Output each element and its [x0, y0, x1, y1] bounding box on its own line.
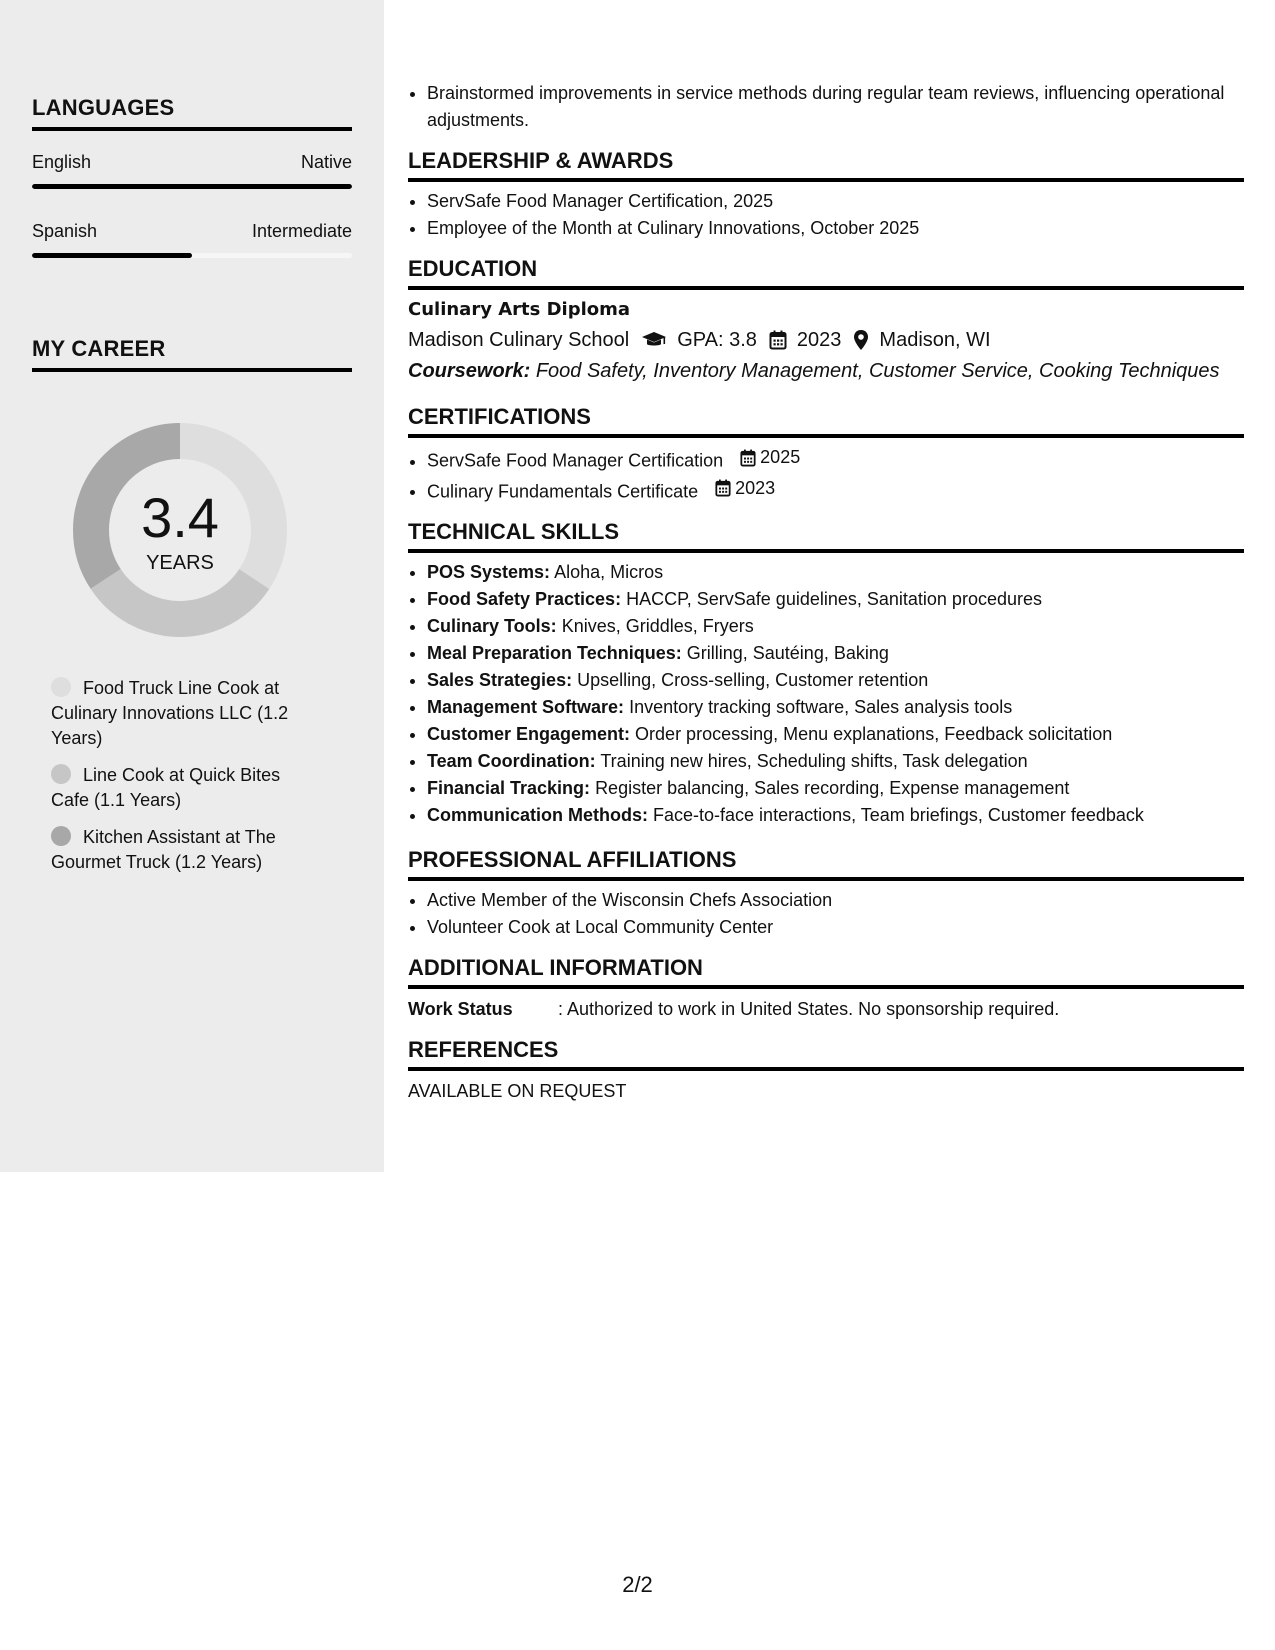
language-bar-english — [32, 184, 352, 189]
certification-name: Culinary Fundamentals Certificate — [427, 481, 699, 501]
education-school: Madison Culinary School — [408, 329, 630, 351]
language-name: English — [32, 152, 92, 172]
skill-value: Register balancing, Sales recording, Expense management — [595, 778, 1070, 798]
skill-value: Inventory tracking software, Sales analysis tools — [629, 697, 1013, 717]
leadership-item: • Employee of the Month at Culinary Innovations, October 2025 — [427, 215, 1244, 242]
work-status-label: Work Status — [408, 999, 513, 1019]
page-number: 2/2 — [622, 1572, 653, 1597]
certification-date — [740, 444, 800, 471]
education-heading: EDUCATION — [408, 256, 1244, 290]
calendar-icon — [769, 330, 787, 350]
languages-heading: LANGUAGES — [32, 95, 352, 131]
certification-name: ServSafe Food Manager Certification — [427, 450, 724, 471]
language-row-english — [32, 152, 352, 173]
graduation-cap-icon — [641, 331, 667, 349]
leadership-heading: LEADERSHIP & AWARDS — [408, 148, 1244, 182]
skill-item — [427, 640, 1244, 667]
career-legend — [51, 676, 311, 887]
language-name: Spanish — [32, 221, 98, 241]
experience-bullet: • Brainstormed improvements in service methods during regular team reviews, influencing operational adjustments. — [427, 80, 1244, 134]
career-donut-center — [66, 416, 294, 644]
skill-item — [427, 721, 1244, 748]
skills-heading: TECHNICAL SKILLS — [408, 519, 1244, 553]
career-donut — [66, 416, 294, 644]
affiliation-item: • Active Member of the Wisconsin Chefs Association — [427, 887, 1244, 914]
certification-item — [427, 475, 1244, 506]
skill-label: Customer Engagement: — [427, 724, 631, 744]
work-status-value: : Authorized to work in United States. No sponsorship required. — [558, 999, 1060, 1019]
leadership-list — [408, 188, 1244, 242]
location-pin-icon — [853, 329, 869, 351]
skill-value: Training new hires, Scheduling shifts, Task delegation — [600, 751, 1028, 771]
career-heading: MY CAREER — [32, 336, 352, 372]
affiliations-heading: PROFESSIONAL AFFILIATIONS — [408, 847, 1244, 881]
language-bar-spanish — [32, 253, 352, 258]
skill-value: Upselling, Cross-selling, Customer retention — [577, 670, 929, 690]
legend-label: Line Cook at Quick Bites Cafe (1.1 Years) — [51, 765, 281, 810]
career-total-unit: YEARS — [146, 551, 214, 574]
legend-label: Kitchen Assistant at The Gourmet Truck (1.2 Years) — [51, 827, 276, 872]
legend-label: Food Truck Line Cook at Culinary Innovations LLC (1.2 Years) — [51, 678, 289, 748]
education-details — [408, 324, 1244, 356]
skills-list — [408, 559, 1244, 829]
skill-label: Meal Preparation Techniques: — [427, 643, 682, 663]
legend-swatch — [51, 764, 71, 784]
skill-label: Management Software: — [427, 697, 625, 717]
language-bar-fill — [32, 253, 192, 258]
skill-item — [427, 559, 1244, 586]
leadership-item: • ServSafe Food Manager Certification, 2025 — [427, 188, 1244, 215]
skill-label: Sales Strategies: — [427, 670, 573, 690]
legend-swatch — [51, 677, 71, 697]
affiliations-list — [408, 887, 1244, 941]
work-status-row — [408, 995, 1244, 1023]
skill-item — [427, 694, 1244, 721]
additional-info-heading: ADDITIONAL INFORMATION — [408, 955, 1244, 989]
education-degree: Culinary Arts Diploma — [408, 299, 631, 320]
experience-bullets — [408, 80, 1244, 134]
skill-label: Financial Tracking: — [427, 778, 591, 798]
education-coursework — [408, 356, 1244, 386]
skill-item — [427, 667, 1244, 694]
skill-label: Team Coordination: — [427, 751, 596, 771]
language-level: Intermediate — [251, 221, 352, 241]
skill-item — [427, 748, 1244, 775]
certification-date — [715, 475, 775, 502]
education-year: 2023 — [796, 329, 842, 351]
sidebar — [0, 0, 384, 1172]
certification-year: 2025 — [760, 447, 801, 467]
language-bar-fill — [32, 184, 352, 189]
skill-value: HACCP, ServSafe guidelines, Sanitation procedures — [626, 589, 1042, 609]
skill-label: Culinary Tools: — [427, 616, 557, 636]
skill-item — [427, 586, 1244, 613]
calendar-icon — [715, 479, 731, 497]
calendar-icon — [740, 449, 756, 467]
skill-label: POS Systems: — [427, 562, 551, 582]
skill-item — [427, 613, 1244, 640]
career-legend-item — [51, 676, 311, 751]
language-row-spanish — [32, 221, 352, 242]
education-location: Madison, WI — [879, 329, 991, 351]
certifications-heading: CERTIFICATIONS — [408, 404, 1244, 438]
references-text: AVAILABLE ON REQUEST — [408, 1081, 627, 1101]
career-total-years: 3.4 — [141, 485, 219, 549]
references-heading: REFERENCES — [408, 1037, 1244, 1071]
legend-swatch — [51, 826, 71, 846]
coursework-text: Food Safety, Inventory Management, Customer Service, Cooking Techniques — [535, 360, 1220, 382]
skill-value: Knives, Griddles, Fryers — [561, 616, 754, 636]
language-level: Native — [300, 152, 352, 172]
career-legend-item — [51, 825, 311, 875]
main-content — [408, 80, 1244, 1105]
affiliation-item: • Volunteer Cook at Local Community Center — [427, 914, 1244, 941]
skill-label: Food Safety Practices: — [427, 589, 622, 609]
career-legend-item — [51, 763, 311, 813]
skill-label: Communication Methods: — [427, 805, 648, 825]
skill-value: Grilling, Sautéing, Baking — [686, 643, 889, 663]
certifications-list — [408, 444, 1244, 505]
education-gpa: GPA: 3.8 — [677, 329, 757, 351]
skill-item — [427, 802, 1244, 829]
certification-item — [427, 444, 1244, 475]
coursework-label: Coursework: — [408, 360, 531, 382]
skill-value: Order processing, Menu explanations, Feedback solicitation — [635, 724, 1113, 744]
skill-value: Face-to-face interactions, Team briefings, Customer feedback — [653, 805, 1144, 825]
certification-year: 2023 — [735, 477, 776, 498]
skill-value: Aloha, Micros — [554, 562, 664, 582]
skill-item — [427, 775, 1244, 802]
